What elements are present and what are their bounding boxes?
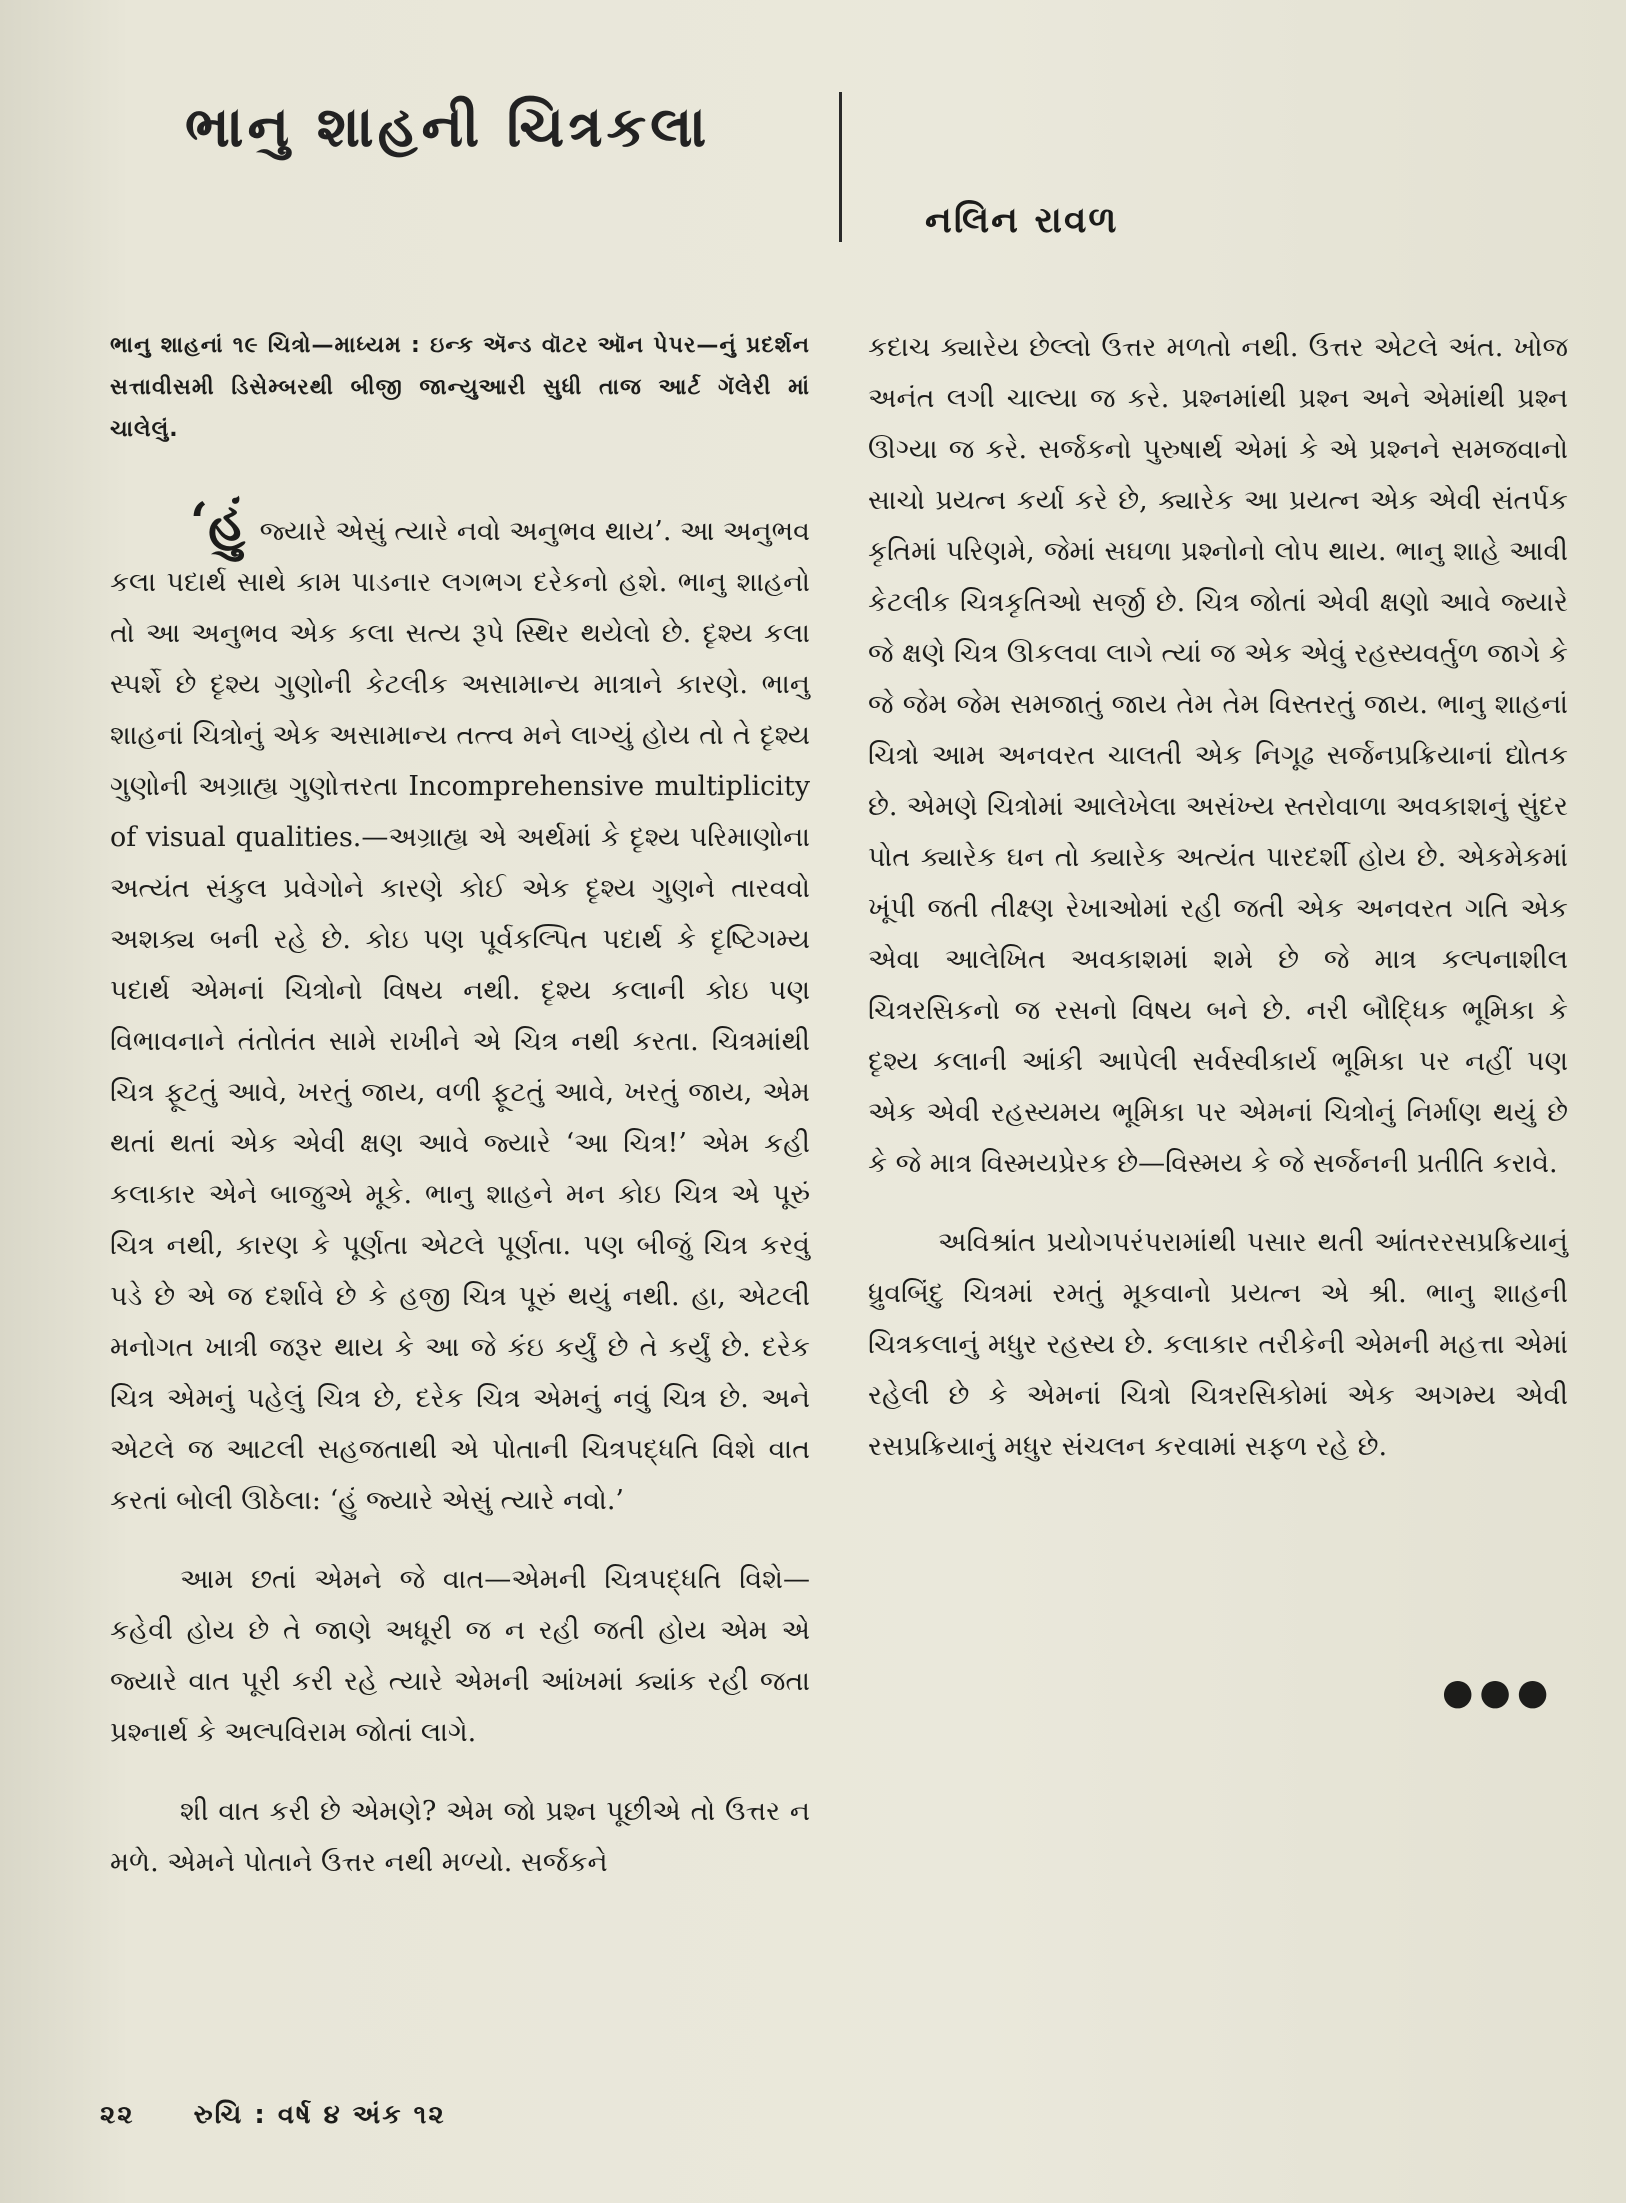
end-mark: ●●● <box>1442 1672 1555 1713</box>
publication-info: રુચિ : વર્ષ ૪ અંક ૧૨ <box>193 2100 446 2130</box>
left-column <box>110 325 810 1916</box>
article-author: નલિન રાવળ <box>925 200 1119 241</box>
paragraph-5: અવિશ્રાંત પ્રયોગપરંપરામાંથી પસાર થતી આંતરરસપ્રક્રિયાનું ધ્રુવબિંદુ ચિત્રમાં રમતું મૂકવાનો પ્રયત્ન એ શ્રી. ભાનુ શાહની ચિત્રકલાનું મધુર રહસ્ય છે. કલાકાર તરીકેની એમની મહત્તા એમાં રહેલી છે કે એમનાં ચિત્રો ચિત્રરસિકોમાં એક અગમ્ય એવી રસપ્રક્રિયાનું મધુર સંચલન કરવામાં સફળ રહે છે. <box>868 1227 1568 1462</box>
exhibition-intro: ભાનુ શાહનાં ૧૯ ચિત્રો—માધ્યમ : ઇન્ક ઍન્ડ વૉટર ઑન પેપર—નું પ્રદર્શન સત્તાવીસમી ડિસેમ્બરથી બીજી જાન્યુઆરી સુધી તાજ આર્ટ ગૅલેરી માં ચાલેલું. <box>110 333 810 442</box>
right-column <box>868 322 1568 1500</box>
paragraph-2: આમ છતાં એમને જે વાત—એમની ચિત્રપદ્ધતિ વિશે—કહેવી હોય છે તે જાણે અધૂરી જ ન રહી જતી હોય એમ એ જ્યારે વાત પૂરી કરી રહે ત્યારે એમની આંખમાં ક્યાંક રહી જતા પ્રશ્નાર્થ કે અલ્પવિરામ જોતાં લાગે. <box>110 1564 810 1748</box>
page-number: ૨૨ <box>100 2100 135 2130</box>
paragraph-1-text: જ્યારે એસું ત્યારે નવો અનુભવ થાય’. આ અનુભવ કલા પદાર્થ સાથે કામ પાડનાર લગભગ દરેકનો હશે. ભાનુ શાહનો તો આ અનુભવ એક કલા સત્ય રૂપે સ્થિર થયેલો છે. દૃશ્ય કલા સ્પર્શે છે દૃશ્ય ગુણોની કેટલીક અસામાન્ય માત્રાને કારણે. ભાનુ શાહનાં ચિત્રોનું એક અસામાન્ય તત્ત્વ મને લાગ્યું હોય તો તે દૃશ્ય ગુણોની અગ્રાહ્ય ગુણોત્તરતા Incomprehensive multiplicity of visual qualities.—અગ્રાહ્ય એ અર્થમાં કે દૃશ્ય પરિમાણોના અત્યંત સંકુલ પ્રવેગોને કારણે કોઈ એક દૃશ્ય ગુણને તારવવો અશક્ય બની રહે છે. કોઇ પણ પૂર્વકલ્પિત પદાર્થ કે દૃષ્ટિગમ્ય પદાર્થ એમનાં ચિત્રોનો વિષય નથી. દૃશ્ય કલાની કોઇ પણ વિભાવનાને તંતોતંત સામે રાખીને એ ચિત્ર નથી કરતા. ચિત્રમાંથી ચિત્ર ફૂટતું આવે, ખરતું જાય, વળી ફૂટતું આવે, ખરતું જાય, એમ થતાં થતાં એક એવી ક્ષણ આવે જ્યારે ‘આ ચિત્ર!’ એમ કહી કલાકાર એને બાજુએ મૂકે. ભાનુ શાહને મન કોઇ ચિત્ર એ પૂરું ચિત્ર નથી, કારણ કે પૂર્ણતા એટલે પૂર્ણતા. પણ બીજું ચિત્ર કરવું પડે છે એ જ દર્શાવે છે કે હજી ચિત્ર પૂરું થયું નથી. હા, એટલી મનોગત ખાત્રી જરૂર થાય કે આ જે કંઇ કર્યું છે તે કર્યું છે. દરેક ચિત્ર એમનું પહેલું ચિત્ર છે, દરેક ચિત્ર એમનું નવું ચિત્ર છે. અને એટલે જ આટલી સહજતાથી એ પોતાની ચિત્રપદ્ધતિ વિશે વાત કરતાં બોલી ઊઠેલા: ‘હું જ્યારે એસું ત્યારે નવો.’ <box>110 516 810 1516</box>
paragraph-3: શી વાત કરી છે એમણે? એમ જો પ્રશ્ન પૂછીએ તો ઉત્તર ન મળે. એમને પોતાને ઉત્તર નથી મળ્યો. સર્જકને <box>110 1796 810 1878</box>
page-footer <box>100 2100 446 2131</box>
paragraph-1 <box>110 492 810 1526</box>
title-divider <box>839 92 842 242</box>
drop-cap: ‘હું <box>190 492 246 553</box>
article-title: ભાનુ શાહની ચિત્રકલા <box>185 95 711 160</box>
paragraph-4: કદાચ ક્યારેય છેલ્લો ઉત્તર મળતો નથી. ઉત્તર એટલે અંત. ખોજ અનંત લગી ચાલ્યા જ કરે. પ્રશ્નમાંથી પ્રશ્ન અને એમાંથી પ્રશ્ન ઊગ્યા જ કરે. સર્જકનો પુરુષાર્થ એમાં કે એ પ્રશ્નને સમજવાનો સાચો પ્રયત્ન કર્યા કરે છે, ક્યારેક આ પ્રયત્ન એક એવી સંતર્પક કૃતિમાં પરિણમે, જેમાં સઘળા પ્રશ્નોનો લોપ થાય. ભાનુ શાહે આવી કેટલીક ચિત્રકૃતિઓ સર્જી છે. ચિત્ર જોતાં એવી ક્ષણો આવે જ્યારે જે ક્ષણે ચિત્ર ઊકલવા લાગે ત્યાં જ એક એવું રહસ્યવર્તુળ જાગે કે જે જેમ જેમ સમજાતું જાય તેમ તેમ વિસ્તરતું જાય. ભાનુ શાહનાં ચિત્રો આમ અનવરત ચાલતી એક નિગૂઢ સર્જનપ્રક્રિયાનાં દ્યોતક છે. એમણે ચિત્રોમાં આલેખેલા અસંખ્ય સ્તરોવાળા અવકાશનું સુંદર પોત ક્યારેક ઘન તો ક્યારેક અત્યંત પારદર્શી હોય છે. એકમેકમાં ખૂંપી જતી તીક્ષ્ણ રેખાઓમાં રહી જતી એક અનવરત ગતિ એક એવા આલેખિત અવકાશમાં શમે છે જે માત્ર કલ્પનાશીલ ચિત્રરસિકનો જ રસનો વિષય બને છે. નરી બૌદ્ધિક ભૂમિકા કે દૃશ્ય કલાની આંકી આપેલી સર્વસ્વીકાર્ય ભૂમિકા પર નહીં પણ એક એવી રહસ્યમય ભૂમિકા પર એમનાં ચિત્રોનું નિર્માણ થયું છે કે જે માત્ર વિસ્મયપ્રેરક છે—વિસ્મય કે જે સર્જનની પ્રતીતિ કરાવે. <box>868 332 1568 1179</box>
